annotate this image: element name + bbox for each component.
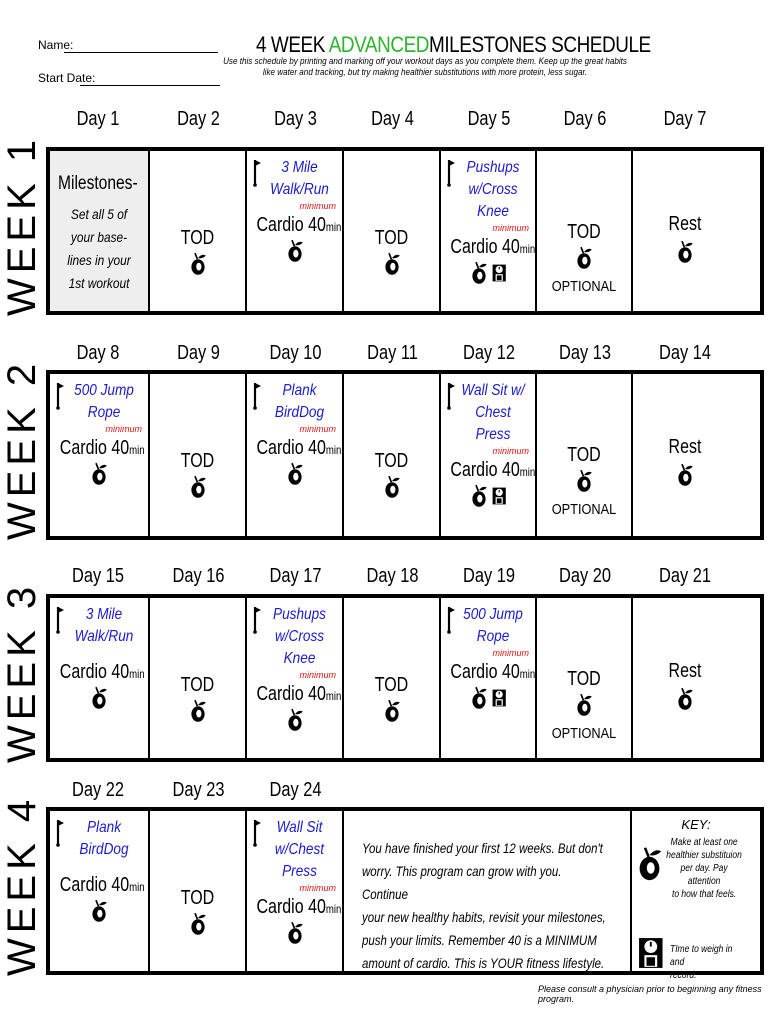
fruit-icon: [575, 246, 593, 270]
day-header: Day 23: [172, 779, 225, 801]
fruit-icon: [470, 686, 488, 710]
day-header: Day 24: [269, 779, 322, 801]
minimum-label: minimum: [105, 424, 142, 434]
cardio-unit: min: [129, 443, 145, 457]
day-cell[interactable]: [247, 374, 344, 536]
milestone-title: Milestones-: [58, 173, 138, 194]
day-cell[interactable]: [537, 374, 633, 536]
cardio-label: [256, 896, 342, 919]
closing-note-line: You have finished your first 12 weeks. But don't: [362, 840, 603, 856]
cardio-label: [450, 236, 536, 259]
cardio-unit: min: [519, 465, 536, 479]
day-cell[interactable]: [247, 811, 344, 971]
week-grid: [46, 807, 764, 981]
day-header: Day 19: [463, 565, 515, 587]
day-cell[interactable]: [344, 151, 441, 311]
milestone-line: your base-: [70, 229, 128, 245]
activity-label: Chest Press: [475, 404, 511, 443]
cardio-text: Cardio 40: [59, 437, 130, 459]
day-header: Day 6: [563, 108, 607, 130]
page-title: [256, 32, 651, 58]
tod-label: TOD: [567, 221, 601, 243]
day-header: Day 21: [659, 565, 711, 587]
minimum-label: minimum: [299, 201, 336, 211]
cardio-text: Cardio 40: [59, 661, 130, 683]
key-fruit-line: healthier substituion: [666, 850, 742, 861]
day-cell[interactable]: [537, 598, 633, 758]
tod-label: TOD: [374, 227, 409, 249]
title-suffix: MILESTONES SCHEDULE: [429, 32, 651, 57]
tod-label: TOD: [180, 674, 215, 696]
cardio-unit: min: [325, 902, 342, 916]
activity-label: BirdDog: [79, 841, 129, 858]
fruit-icon: [383, 475, 401, 499]
title-accent: ADVANCED: [328, 32, 430, 57]
day-header: Day 10: [269, 342, 322, 364]
flag-icon: [447, 382, 457, 410]
subtitle-line-1: Use this schedule by printing and marking off your workout days as you complete them. Keep up the great habits: [223, 56, 627, 66]
optional-label: OPTIONAL: [551, 501, 617, 518]
cardio-text: Cardio 40: [256, 214, 326, 236]
day-header: Day 3: [274, 108, 317, 130]
tod-label: TOD: [180, 887, 215, 909]
scale-icon: [492, 487, 506, 505]
day-header: Day 12: [463, 342, 515, 364]
start-date-field[interactable]: [80, 85, 220, 86]
fruit-icon: [575, 469, 593, 493]
closing-note-line: your new healthy habits, revisit your milestones,: [362, 909, 606, 925]
activity-label: Rope: [476, 628, 510, 645]
cardio-text: Cardio 40: [256, 437, 326, 459]
tod-label: TOD: [374, 674, 409, 696]
key-title: KEY:: [681, 817, 711, 832]
day-header: Day 20: [559, 565, 611, 587]
week-label: WEEK 4: [0, 794, 44, 976]
activity-label: 500 Jump: [74, 382, 134, 399]
fruit-icon: [90, 462, 108, 486]
flag-icon: [56, 382, 66, 410]
closing-note-line: amount of cardio. This is YOUR fitness lifestyle.: [362, 955, 605, 971]
day-header: Day 1: [76, 108, 120, 130]
day-cell[interactable]: [247, 598, 344, 758]
key-fruit-line: Make at least one: [670, 837, 738, 848]
flag-icon: [447, 159, 457, 187]
day-header: Day 22: [72, 779, 124, 801]
closing-note-line: worry. This program can grow with you. Continue: [362, 863, 562, 902]
cardio-unit: min: [325, 220, 342, 234]
week-grid: [46, 594, 764, 762]
activity-label: w/Cross Knee: [274, 628, 325, 667]
activity-label: Plank: [282, 382, 317, 399]
fruit-icon: [286, 708, 304, 732]
fruit-icon: [383, 699, 401, 723]
key-panel: [632, 811, 760, 981]
cardio-label: [59, 874, 145, 897]
name-field[interactable]: [64, 52, 218, 53]
activity-label: Wall Sit w/: [461, 382, 525, 399]
minimum-label: [50, 861, 148, 872]
week-label: WEEK 3: [0, 581, 44, 763]
activity-label: BirdDog: [274, 404, 325, 421]
day-header: Day 14: [659, 342, 711, 364]
activity-label: Walk/Run: [74, 628, 134, 645]
activity-label: Pushups: [466, 159, 520, 176]
day-cell[interactable]: [50, 151, 150, 311]
key-scale-line: record.: [669, 970, 697, 981]
activity-label: w/Chest Press: [274, 841, 325, 880]
cardio-text: Cardio 40: [256, 896, 326, 918]
flag-icon: [447, 606, 457, 634]
activity-label: Walk/Run: [270, 181, 329, 198]
cardio-unit: min: [325, 443, 342, 457]
day-header: Day 2: [177, 108, 220, 130]
cardio-label: [256, 214, 342, 237]
cardio-label: [59, 661, 145, 684]
activity-label: 3 Mile: [85, 606, 123, 623]
day-cell[interactable]: [344, 598, 441, 758]
activity-label: w/Cross Knee: [468, 181, 518, 220]
day-header: Day 7: [663, 108, 707, 130]
day-header: Day 9: [177, 342, 220, 364]
cardio-text: Cardio 40: [59, 874, 130, 896]
day-header: Day 16: [172, 565, 225, 587]
fruit-icon: [676, 240, 694, 264]
milestone-line: lines in your: [67, 252, 131, 268]
flag-icon: [56, 819, 66, 847]
flag-icon: [253, 159, 263, 187]
day-cell[interactable]: [247, 151, 344, 311]
day-header: Day 18: [366, 565, 419, 587]
fruit-icon: [189, 912, 207, 936]
minimum-label: minimum: [492, 446, 529, 456]
milestone-line: Set all 5 of: [70, 206, 128, 222]
cardio-unit: min: [325, 689, 342, 703]
activity-label: Rope: [87, 404, 121, 421]
fruit-icon: [286, 239, 304, 263]
key-fruit-line: to how that feels.: [671, 889, 737, 900]
day-cell[interactable]: [150, 598, 247, 758]
fruit-icon: [676, 463, 694, 487]
minimum-label: minimum: [299, 424, 336, 434]
fruit-icon: [470, 261, 488, 285]
week-label: WEEK 1: [0, 134, 44, 316]
fruit-icon: [90, 686, 108, 710]
scale-icon: [492, 689, 506, 707]
flag-icon: [253, 382, 263, 410]
week-grid: [46, 370, 764, 540]
day-cell[interactable]: [537, 151, 633, 311]
flag-icon: [253, 819, 263, 847]
activity-label: 500 Jump: [463, 606, 523, 623]
week-label: WEEK 2: [0, 358, 44, 540]
key-scale-line: TIme to weigh in and: [669, 944, 732, 968]
rest-label: Rest: [668, 436, 702, 458]
cardio-label: [59, 437, 145, 460]
optional-label: OPTIONAL: [551, 725, 617, 742]
fruit-icon: [286, 921, 304, 945]
day-header: Day 15: [72, 565, 124, 587]
day-cell[interactable]: [50, 374, 150, 536]
fruit-icon: [189, 699, 207, 723]
activity-label: Wall Sit: [276, 819, 323, 836]
fruit-icon: [676, 687, 694, 711]
footer-disclaimer: Please consult a physician prior to beginning any fitness program.: [538, 984, 762, 1004]
minimum-label: minimum: [299, 670, 336, 680]
cardio-text: Cardio 40: [450, 661, 520, 683]
day-header: Day 11: [367, 342, 418, 364]
cardio-text: Cardio 40: [256, 683, 326, 705]
tod-label: TOD: [567, 444, 601, 466]
minimum-label: minimum: [492, 648, 529, 658]
day-cell[interactable]: [150, 374, 247, 536]
fruit-icon: [575, 693, 593, 717]
cardio-unit: min: [519, 667, 536, 681]
milestone-line: 1st workout: [68, 275, 130, 291]
day-cell[interactable]: [441, 151, 537, 311]
activity-label: Plank: [86, 819, 122, 836]
cardio-unit: min: [129, 667, 145, 681]
fruit-icon: [189, 475, 207, 499]
day-cell[interactable]: [441, 374, 537, 536]
rest-label: Rest: [668, 213, 702, 235]
day-cell[interactable]: [50, 598, 150, 758]
tod-label: TOD: [180, 450, 215, 472]
fruit-icon: [636, 846, 663, 882]
start-date-label: Start Date:: [38, 71, 96, 85]
minimum-label: minimum: [492, 223, 529, 233]
closing-note-line: push your limits. Remember 40 is a MINIMUM: [362, 932, 597, 948]
minimum-label: minimum: [299, 883, 336, 893]
tod-label: TOD: [180, 227, 215, 249]
day-cell[interactable]: [633, 151, 737, 311]
cardio-unit: min: [519, 242, 536, 256]
subtitle: [223, 56, 628, 78]
day-cell[interactable]: [50, 811, 150, 971]
day-cell[interactable]: [633, 374, 737, 536]
cardio-label: [450, 459, 536, 482]
fruit-icon: [470, 484, 488, 508]
cardio-text: Cardio 40: [450, 459, 520, 481]
key-fruit-line: per day. Pay attention: [680, 863, 728, 887]
fruit-icon: [189, 252, 207, 276]
cardio-label: [256, 683, 342, 706]
cardio-label: [256, 437, 342, 460]
day-cell[interactable]: [441, 598, 537, 758]
flag-icon: [253, 606, 263, 634]
subtitle-line-2: like water and tracking, but try making healthier substitutions with more protein, less sugar.: [262, 67, 588, 77]
fruit-icon: [90, 899, 108, 923]
scale-icon: [638, 937, 664, 969]
name-label: Name:: [38, 38, 74, 52]
title-prefix: 4 WEEK: [256, 32, 329, 57]
minimum-label: [50, 648, 148, 659]
fruit-icon: [286, 462, 304, 486]
day-header: Day 17: [269, 565, 322, 587]
day-cell[interactable]: [344, 374, 441, 536]
cardio-unit: min: [129, 880, 145, 894]
activity-label: 3 Mile: [281, 159, 318, 176]
fruit-icon: [383, 252, 401, 276]
day-cell[interactable]: [150, 151, 247, 311]
flag-icon: [56, 606, 66, 634]
week-grid: [46, 147, 764, 315]
day-cell[interactable]: [633, 598, 737, 758]
cardio-text: Cardio 40: [450, 236, 520, 258]
rest-label: Rest: [668, 660, 702, 682]
scale-icon: [492, 264, 506, 282]
optional-label: OPTIONAL: [551, 278, 617, 295]
activity-label: Pushups: [273, 606, 326, 623]
day-header: Day 5: [467, 108, 511, 130]
tod-label: TOD: [567, 668, 601, 690]
tod-label: TOD: [374, 450, 409, 472]
cardio-label: [450, 661, 536, 684]
day-cell[interactable]: [150, 811, 247, 971]
day-header: Day 8: [76, 342, 120, 364]
day-header: Day 4: [371, 108, 414, 130]
day-header: Day 13: [559, 342, 611, 364]
closing-note: [344, 811, 632, 971]
